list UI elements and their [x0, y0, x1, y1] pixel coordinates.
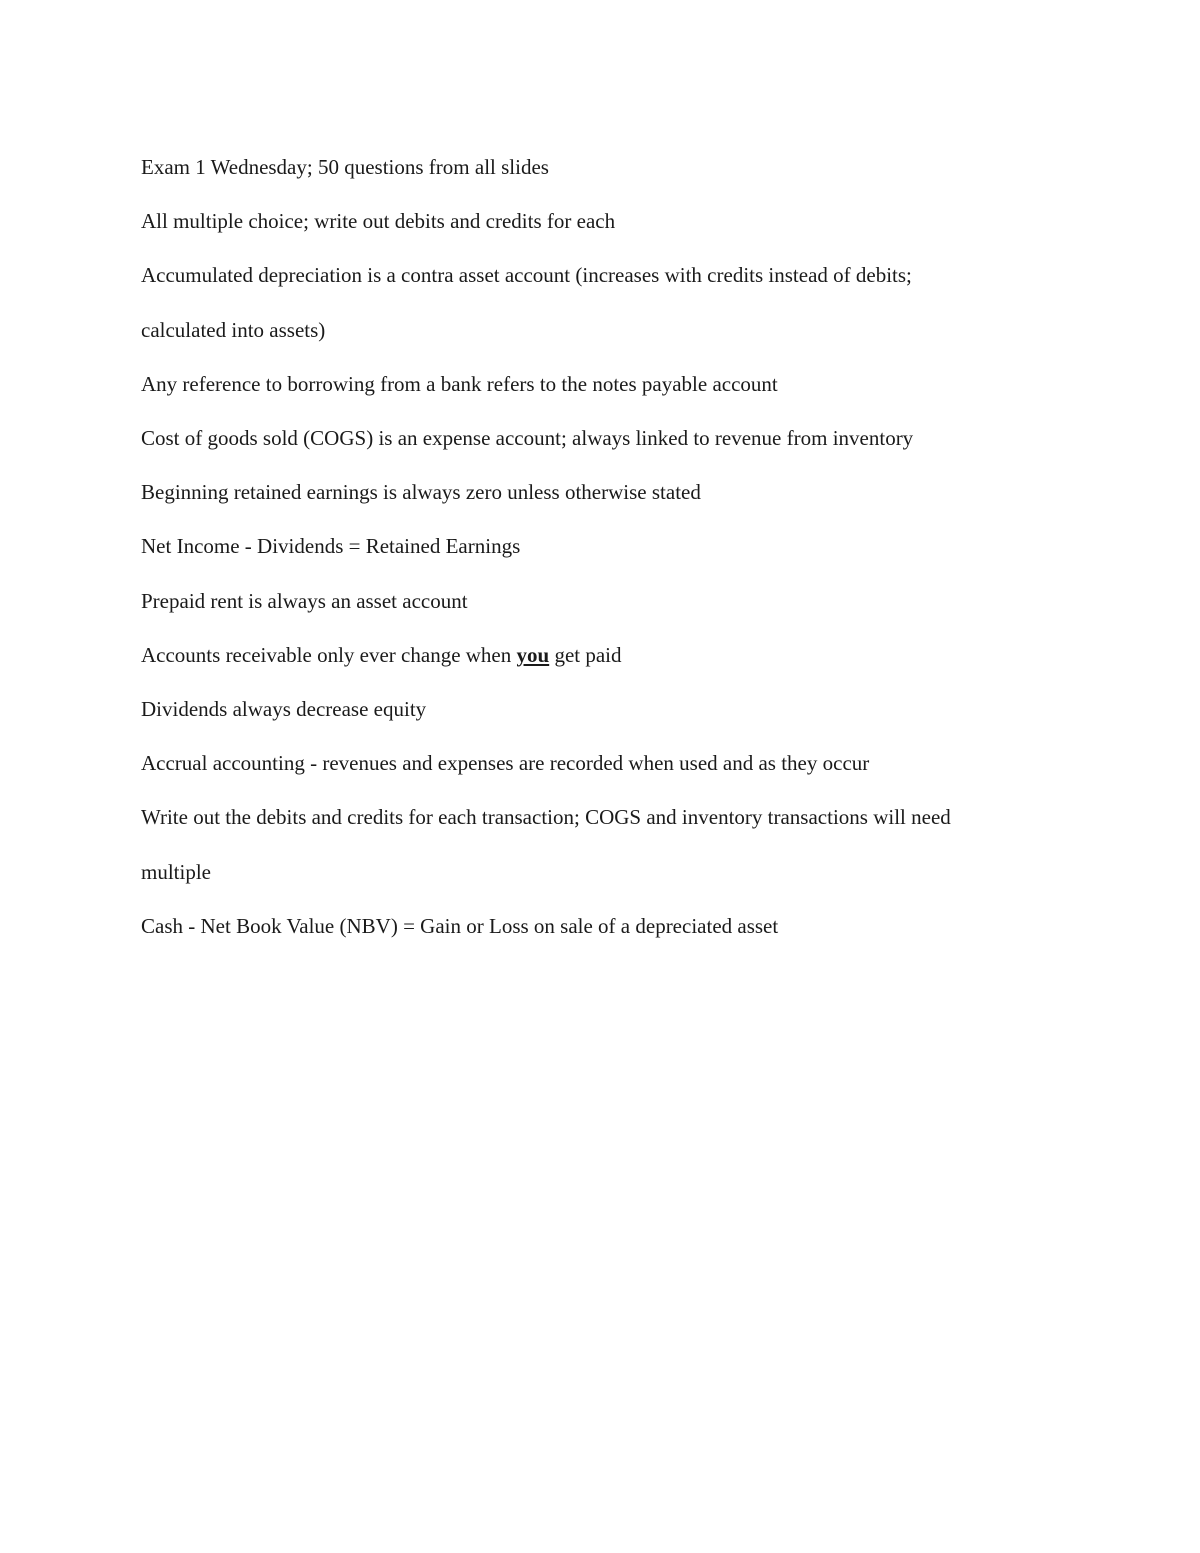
note-accrual-accounting: Accrual accounting - revenues and expenses are recorded when used and as they occur [141, 751, 870, 776]
note-prepaid-rent: Prepaid rent is always an asset account [141, 588, 468, 613]
note-gain-loss-formula: Cash - Net Book Value (NBV) = Gain or Loss on sale of a depreciated asset [141, 913, 779, 938]
note-retained-earnings: Beginning retained earnings is always zero unless otherwise stated [141, 480, 701, 505]
note-multiple-choice: All multiple choice; write out debits and credits for each [141, 209, 616, 234]
note-exam-info: Exam 1 Wednesday; 50 questions from all slides [141, 155, 549, 179]
note-dividends: Dividends always decrease equity [141, 697, 427, 722]
note-debits-credits-cont: multiple [141, 859, 211, 884]
note-accumulated-depreciation: Accumulated depreciation is a contra asset account (increases with credits instead of debits; [141, 263, 912, 288]
note-ar-emphasis: you [516, 642, 550, 667]
note-accounts-receivable [141, 628, 1071, 682]
note-debits-credits: Write out the debits and credits for each transaction; COGS and inventory transactions will need [141, 805, 951, 830]
note-notes-payable: Any reference to borrowing from a bank refers to the notes payable account [141, 371, 778, 396]
note-ar-after: get paid [549, 642, 622, 667]
note-net-income-formula: Net Income - Dividends = Retained Earnings [141, 534, 521, 559]
note-cogs: Cost of goods sold (COGS) is an expense account; always linked to revenue from inventory [141, 426, 914, 451]
study-notes [141, 140, 1071, 953]
note-accumulated-depreciation-cont: calculated into assets) [141, 317, 326, 342]
note-ar-before: Accounts receivable only ever change when [141, 642, 517, 667]
